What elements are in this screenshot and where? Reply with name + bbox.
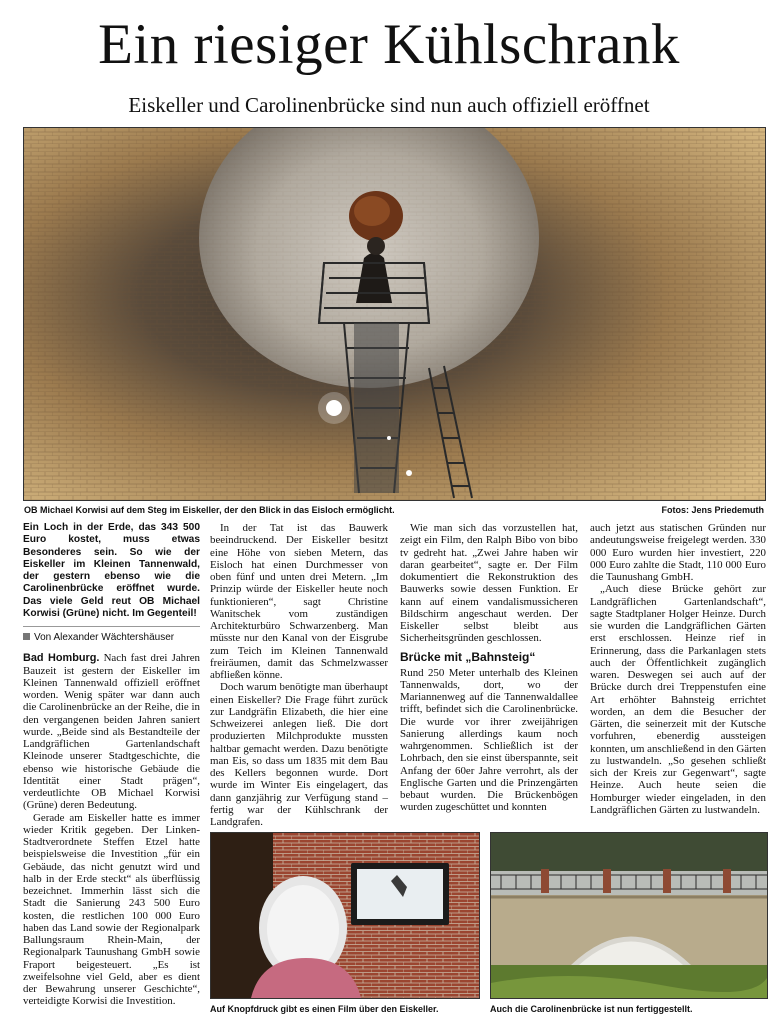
col4-paragraph-1: auch jetzt aus statischen Gründen nur andeutungsweise freigelegt werden. 330 000 Euro wurden hier investiert, 220 000 Euro zahlte die Stadt, 110 000 Euro die Taunushang GmbH. <box>590 522 766 583</box>
main-photo-caption: OB Michael Korwisi auf dem Steg im Eiskeller, der den Blick in das Eisloch ermöglicht. <box>24 505 395 515</box>
article-lead: Ein Loch in der Erde, das 343 500 Euro kostet, muss etwas Besonderes sein. So wie der Eiskeller im Kleinen Tannenwald, der gestern ebenso wie die Carolinenbrücke eröffnet wurde. Das viele Geld reut OB Michael Korwisi (Grüne) nicht. Im Gegenteil! <box>23 522 200 620</box>
ice-cellar-photo <box>24 128 765 500</box>
col1-paragraph-2: Gerade am Eiskeller hatte es immer wieder Kritik gegeben. Der Linken-Stadtverordnete Steffen Etzel hatte beispielsweise die Investition „für ein Gebäude, das nicht genutzt wird und halb in der Erde steckt“ als überflüssig bezeichnet. Immerhin lässt sich die Stadt die Sanierung 243 500 Euro kosten, die restlichen 100 000 Euro haben das Land sowie der Regionalpark Ballungsraum Rhein-Main, der Regionalpark Taunushang GmbH sowie Fraport beigesteuert. „Es ist zweifelsohne viel Geld, aber es dient der Bewahrung unserer Geschichte“, verteidigte Korwisi die Investition. <box>23 811 200 1008</box>
location-dateline: Bad Homburg. <box>23 652 100 665</box>
headline: Ein riesiger Kühlschrank <box>98 13 680 76</box>
column-2 <box>210 522 388 828</box>
bridge-photo <box>490 832 768 999</box>
column-4 <box>590 522 766 816</box>
col3-paragraph-2: Rund 250 Meter unterhalb des Kleinen Tannenwalds, dort, wo der Mariannenweg auf die Tannenwaldallee trifft, befindet sich die Carolinenbrücke. Die wurde vor ihrer zweijährigen Sanierung allerdings kaum noch wahrgenommen. Schließlich ist der Lohrbach, den sie einst überspannte, seit Anfang der 60er Jahre verrohrt, als der Englische Garten und die Prinzengärten bebaut wurden. Die Brückenbögen wurden zugeschüttet und konnten <box>400 666 578 814</box>
film-screen-caption: Auf Knopfdruck gibt es einen Film über den Eiskeller. <box>210 1004 439 1014</box>
byline-author: Von Alexander Wächtershäuser <box>34 632 175 644</box>
column-1 <box>23 522 200 1008</box>
film-screen-photo <box>210 832 480 999</box>
film-screen-image <box>211 833 479 998</box>
subheadline: Eiskeller und Carolinenbrücke sind nun auch offiziell eröffnet <box>128 93 650 117</box>
main-photo <box>23 127 766 501</box>
col3-paragraph-1: Wie man sich das vorzustellen hat, zeigt ein Film, den Ralph Bibo von bibo tv gedreht hat. „Zwei Jahre haben wir daran gearbeitet“, sagte er. Der Film dokumentiert die Rekonstruktion des Bauwerks sowie dessen Funktion. Er kann auf einem vandalismussicheren Bildschirm angeschaut werden. Der Eiskeller selbst bleibt aus Sicherheitsgründen geschlossen. <box>400 522 578 645</box>
byline <box>23 626 200 644</box>
bridge-image <box>491 833 767 998</box>
col2-paragraph-1: In der Tat ist das Bauwerk beeindruckend. Der Eiskeller besitzt eine Höhe von sieben Metern, das Eisloch hat einen Durchmesser von oben fünf und unten drei Metern. „Im Prinzip würde der Eiskeller heute noch funktionieren“, sagt Christine Wanitschek vom zuständigen Architekturbüro Schwarzenberg. Man müsste nur den Kanal von der Eisgrube zum Teich im Kleinen Tannenwald freiräumen, damit das Schmelzwasser abfließen könne. <box>210 522 388 681</box>
col2-paragraph-2: Doch warum benötigte man überhaupt einen Eiskeller? Die Frage führt zurück zur Landgräfin Elizabeth, die hier eine Schweizerei anlegen ließ. Die dort produzierten Milchprodukte mussten haltbar gemacht werden. Dazu benötigte man Eis, so dass um 1835 mit dem Bau des Kellers begonnen wurde. Dort wurde im Winter Eis eingelagert, das dann ganzjährig zur Verfügung stand – fertig war der Kühlschrank der Landgrafen. <box>210 681 388 828</box>
byline-square-icon <box>23 633 30 640</box>
column-3 <box>400 522 578 814</box>
col1-paragraph-1: Bad Homburg. Nach fast drei Jahren Bauzeit ist gestern der Eiskeller im Kleinen Tannenwald offiziell eröffnet worden. Wenig später war dann auch die Carolinenbrücke an der Reihe, die in den vergangenen beiden Jahren saniert wurde. „Beide sind als Bestandteile der Landgräflichen Gartenlandschaft Kleinode unserer Stadtgeschichte, die ebenso wie historische Gebäude die Identität einer Stadt prägen“, verdeutlichte OB Michael Korwisi (Grüne) deren Bedeutung. <box>23 652 200 812</box>
col4-paragraph-2: „Auch diese Brücke gehört zur Landgräflichen Gartenlandschaft“, sagte Stadtplaner Holger Heinze. Durch sie wurden die Landgräflichen Gärten erst erschlossen. Heinze rief in Erinnerung, dass die Parkanlagen stets auch der Öffentlichkeit zugänglich waren. Deswegen sei auch auf der Brücke durch drei Treppenstufen eine Art erhöhter Bahnsteig errichtet worden, an dem die Besucher der Gärten, die seinerzeit mit der Kutsche vorfuhren, ebenerdig aussteigen konnten, um anschließend in den Gärten zu lustwandeln. „So gesehen schließt sich der Kreis zur Gegenwart“, sagte Heinze. Auch heute seien die Homburger wieder eingeladen, in den Landgräflichen Gärten zu lustwandeln. <box>590 583 767 816</box>
bridge-caption: Auch die Carolinenbrücke ist nun fertiggestellt. <box>490 1004 693 1014</box>
photo-credit: Fotos: Jens Priedemuth <box>661 505 764 515</box>
section-subtitle: Brücke mit „Bahnsteig“ <box>400 649 536 664</box>
